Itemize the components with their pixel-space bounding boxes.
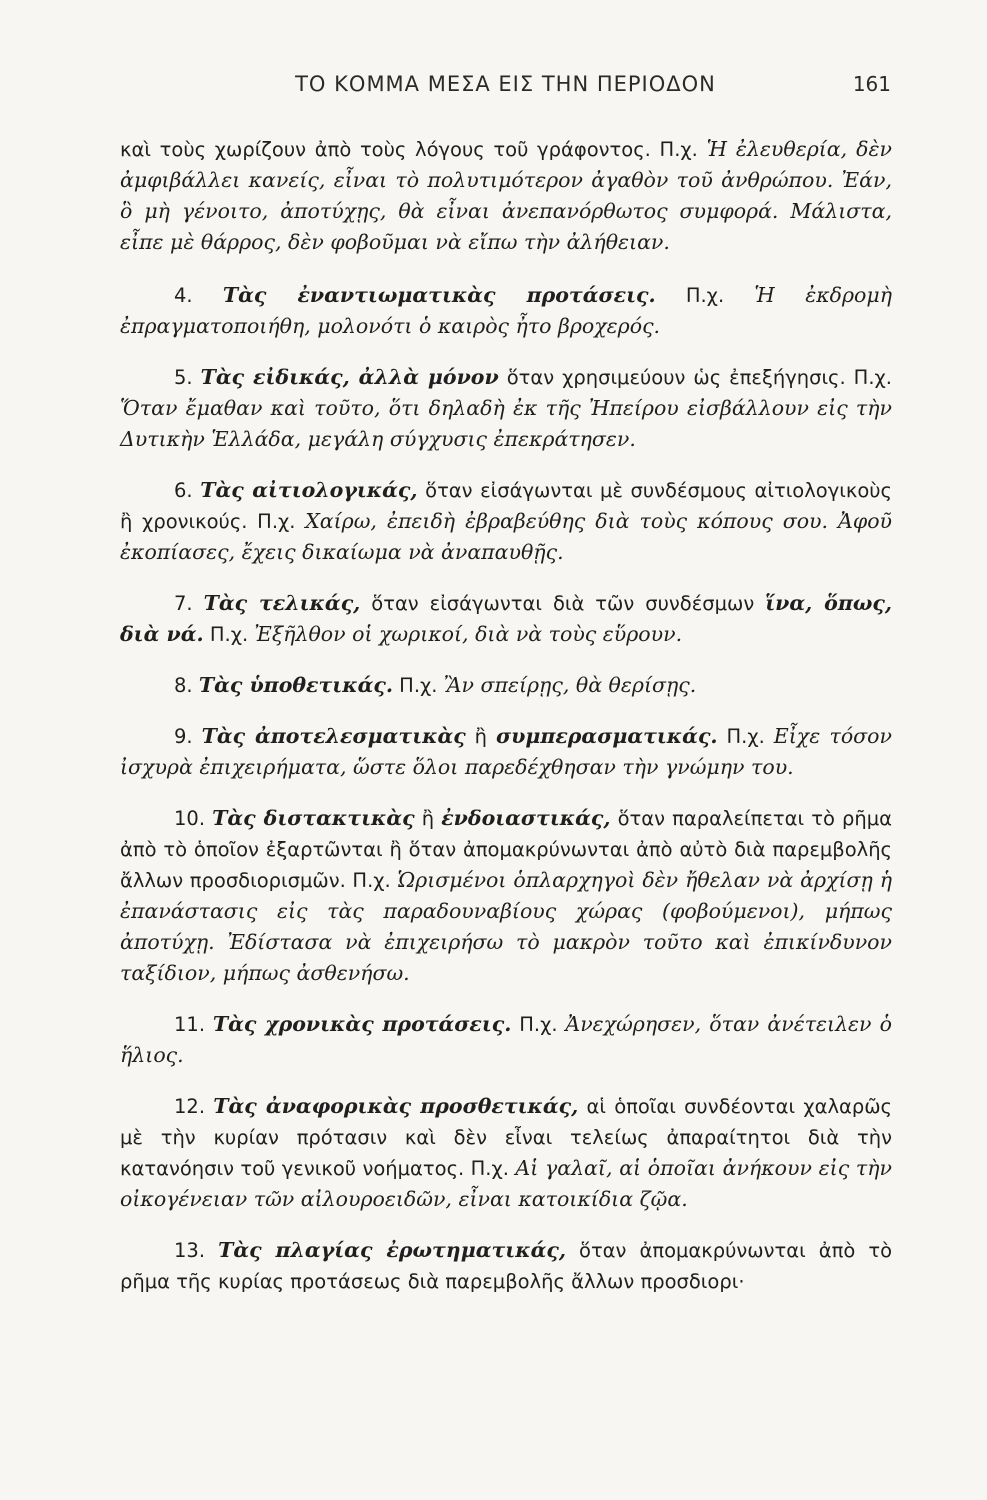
text-run: 11.: [174, 1013, 213, 1036]
text-run: ὅταν χρησιμεύουν ὡς ἐπεξήγησις. Π.χ.: [498, 366, 892, 389]
text-run: Εἶχε τόσον ἰσχυρὰ ἐπιχειρήματα, ὥστε ὅλοι παρεδέχθησαν τὴν γνώμην του.: [120, 724, 892, 779]
page-number: 161: [852, 72, 891, 96]
body-text: [120, 134, 892, 1317]
page-header: [120, 72, 891, 102]
text-run: Π.χ.: [203, 623, 255, 646]
running-title: ΤΟ ΚΟΜΜΑ ΜΕΣΑ ΕΙΣ ΤΗΝ ΠΕΡΙΟΔΟΝ: [295, 72, 716, 96]
text-run: Ὡρισμένοι ὁπλαρχηγοὶ δὲν ἤθελαν νὰ ἀρχίσῃ ἡ ἐπανάστασις εἰς τὰς παραδουναβίους χώρας (φοβούμενοι), μήπως ἀποτύχῃ. Ἐδίστασα νὰ ἐπιχειρήσω τὸ μακρὸν τοῦτο καὶ ἐπικίνδυνον ταξίδιον, μήπως ἀσθενήσω.: [120, 868, 892, 985]
text-run: ἢ: [465, 725, 496, 748]
text-run: ἐνδοιαστικάς,: [441, 806, 611, 830]
paragraph-item-6: [120, 475, 892, 568]
text-run: Τὰς ἐναντιωματικὰς προτάσεις.: [222, 283, 656, 307]
text-run: Τὰς χρονικὰς προτάσεις.: [212, 1012, 512, 1036]
text-run: 5.: [174, 366, 201, 389]
text-run: 9.: [174, 725, 202, 748]
text-run: Ἂν σπείρῃς, θὰ θερίσῃς.: [443, 673, 697, 697]
paragraph-item-4: [120, 280, 892, 342]
text-run: καὶ τοὺς χωρίζουν ἀπὸ τοὺς λόγους τοῦ γράφοντος. Π.χ.: [120, 138, 707, 161]
text-run: Τὰς ὑποθετικάς.: [198, 673, 393, 697]
text-run: 10.: [174, 807, 213, 830]
paragraph-item-10: [120, 803, 892, 989]
text-run: Π.χ.: [511, 1013, 566, 1036]
text-run: Π.χ.: [392, 674, 444, 697]
text-run: ὅταν εἰσάγωνται διὰ τῶν συνδέσμων: [360, 592, 766, 615]
text-run: Τὰς ἀποτελεσματικὰς: [201, 724, 466, 748]
text-run: 4.: [174, 284, 223, 307]
text-run: Τὰς τελικάς,: [203, 591, 361, 615]
paragraph-item-12: [120, 1091, 892, 1215]
text-run: Ὅταν ἔμαθαν καὶ τοῦτο, ὅτι δηλαδὴ ἐκ τῆς Ἠπείρου εἰσβάλλουν εἰς τὴν Δυτικὴν Ἑλλάδα, μεγάλη σύγχυσις ἐπεκράτησεν.: [120, 396, 892, 451]
text-run: 6.: [174, 479, 201, 502]
text-run: Αἱ γαλαῖ, αἱ ὁποῖαι ἀνήκουν εἰς τὴν οἰκογένειαν τῶν αἰλουροειδῶν, εἶναι κατοικίδια ζῷα.: [120, 1156, 892, 1211]
text-run: Π.χ.: [717, 725, 774, 748]
paragraph-item-7: [120, 588, 892, 650]
text-run: Τὰς εἰδικάς, ἀλλὰ μόνον: [200, 365, 499, 389]
text-run: ὅταν παραλείπεται τὸ ρῆμα ἀπὸ τὸ ὁποῖον ἐξαρτῶνται ἢ ὅταν ἀπομακρύνωνται ἀπὸ αὐτὸ διὰ παρεμβολῆς ἄλλων προσδιορισμῶν. Π.χ.: [120, 807, 892, 892]
text-run: 13.: [174, 1239, 219, 1262]
text-run: ὅταν εἰσάγωνται μὲ συνδέσμους αἰτιολογικοὺς ἢ χρονικούς. Π.χ.: [120, 479, 892, 533]
text-run: 8.: [174, 674, 199, 697]
text-run: Τὰς αἰτιολογικάς,: [200, 478, 418, 502]
paragraph-item-8: [120, 670, 892, 701]
text-run: Τὰς διστακτικὰς: [212, 806, 415, 830]
text-run: Χαίρω, ἐπειδὴ ἐβραβεύθης διὰ τοὺς κόπους σου. Ἀφοῦ ἐκοπίασες, ἔχεις δικαίωμα νὰ ἀναπαυθῇς.: [120, 509, 892, 564]
text-run: Ἡ ἐκδρομὴ ἐπραγματοποιήθη, μολονότι ὁ καιρὸς ἦτο βροχερός.: [120, 283, 892, 338]
text-run: Π.χ.: [655, 284, 755, 307]
text-run: 12.: [174, 1095, 214, 1118]
text-run: ἢ: [414, 807, 442, 830]
paragraph-item-13: [120, 1235, 892, 1297]
text-run: Ἐξῆλθον οἱ χωρικοί, διὰ νὰ τοὺς εὕρουν.: [254, 622, 683, 646]
text-run: ὅταν ἀπομακρύνωνται ἀπὸ τὸ ρῆμα τῆς κυρίας προτάσεως διὰ παρεμβολῆς ἄλλων προσδιορι·: [120, 1239, 892, 1293]
text-run: συμπερασματικάς.: [495, 724, 718, 748]
text-run: Τὰς ἀναφορικὰς προσθετικάς,: [213, 1094, 579, 1118]
text-run: Ἡ ἐλευθερία, δὲν ἀμφιβάλλει κανείς, εἶναι τὸ πολυτιμότερον ἀγαθὸν τοῦ ἀνθρώπου. Ἐάν, ὃ μὴ γένοιτο, ἀποτύχῃς, θὰ εἶναι ἀνεπανόρθωτος συμφορά. Μάλιστα, εἶπε μὲ θάρρος, δὲν φοβοῦμαι νὰ εἴπω τὴν ἀλήθειαν.: [120, 137, 892, 254]
paragraph-item-9: [120, 721, 892, 783]
text-run: 7.: [174, 592, 204, 615]
text-run: Τὰς πλαγίας ἐρωτηματικάς,: [218, 1238, 566, 1262]
text-run: ἵνα, ὅπως, διὰ νά.: [120, 591, 892, 646]
paragraph-continuation: [120, 134, 892, 258]
text-run: Ἀνεχώρησεν, ὅταν ἀνέτειλεν ὁ ἥλιος.: [120, 1012, 893, 1067]
paragraph-item-5: [120, 362, 892, 455]
text-run: αἱ ὁποῖαι συνδέονται χαλαρῶς μὲ τὴν κυρίαν πρότασιν καὶ δὲν εἶναι τελείως ἀπαραίτητοι διὰ τὴν κατανόησιν τοῦ γενικοῦ νοήματος. Π.χ.: [120, 1095, 892, 1180]
paragraph-item-11: [120, 1009, 892, 1071]
